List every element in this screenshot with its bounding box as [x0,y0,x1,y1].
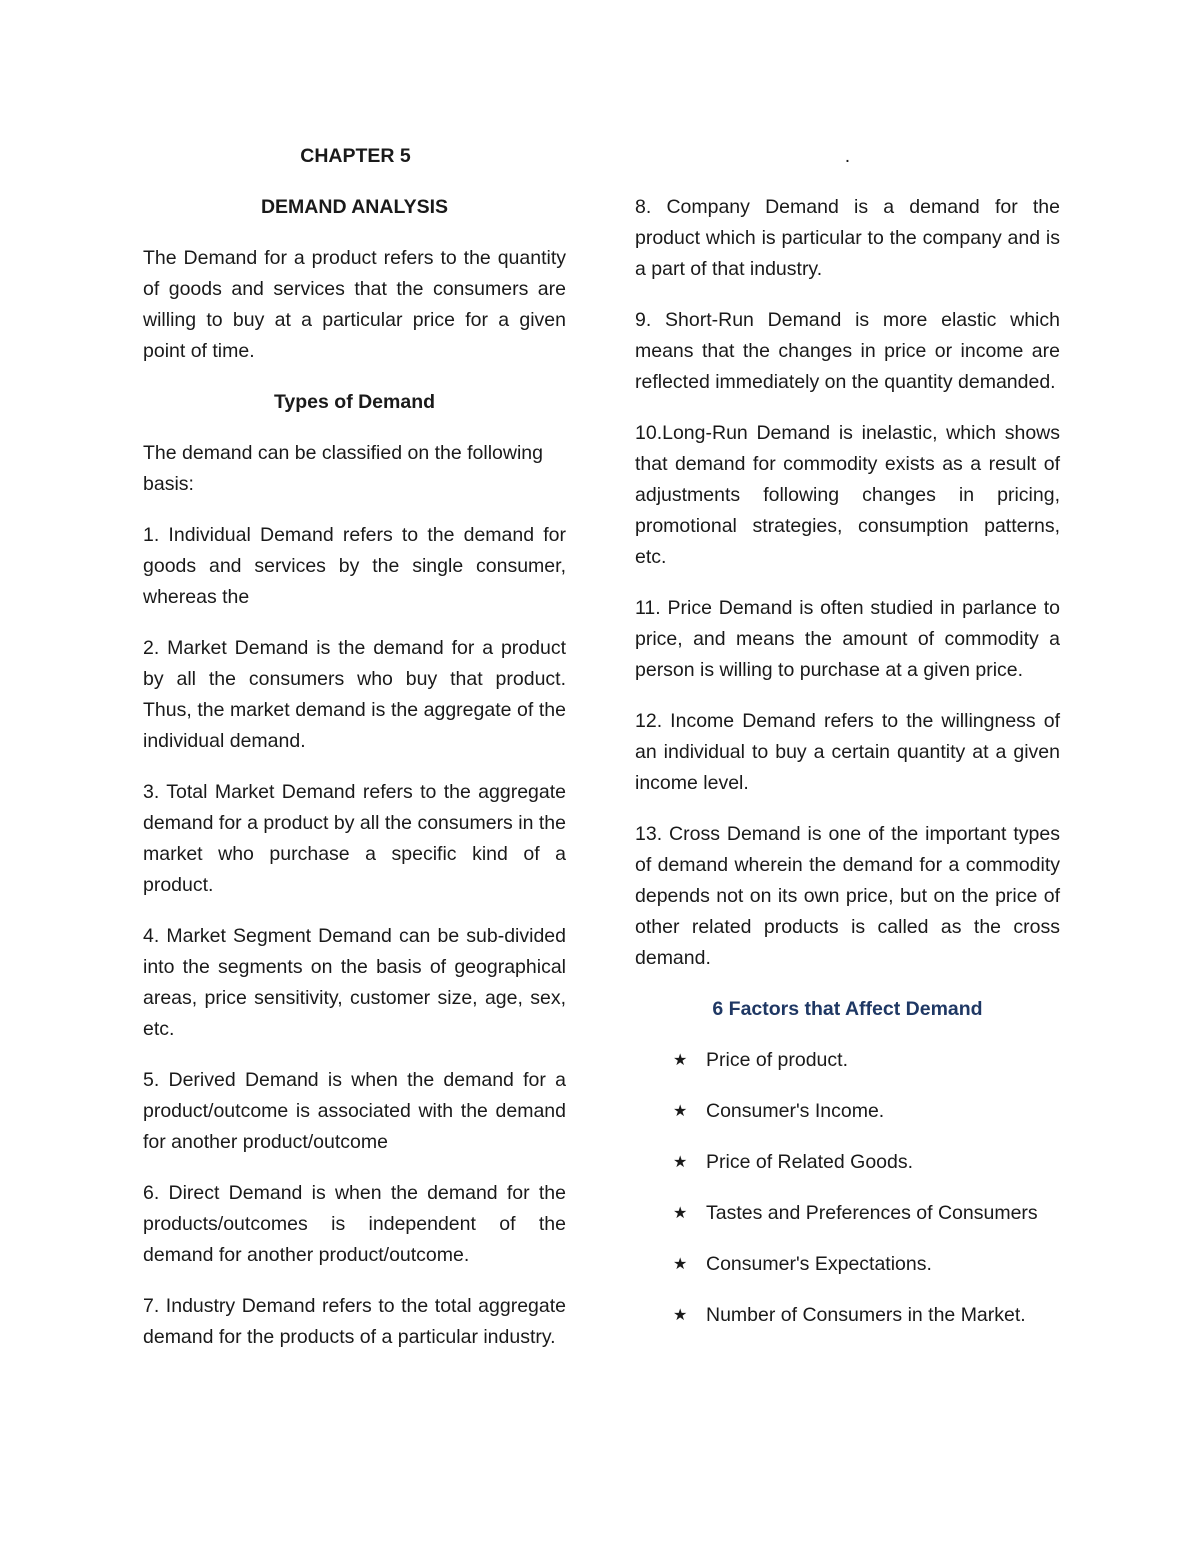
factor-label: Tastes and Preferences of Consumers [706,1202,1038,1224]
types-intro: The demand can be classified on the following basis: [143,442,543,495]
demand-item-1: 1. Individual Demand refers to the demand for goods and services by the single consumer, whereas the [143,524,566,608]
factor-item [635,1096,1060,1127]
star-icon: ★ [673,1052,688,1069]
factor-item [635,1198,1060,1229]
intro-paragraph: The Demand for a product refers to the quantity of goods and services that the consumers are willing to buy at a particular price for a given point of time. [143,247,566,362]
demand-item-13: 13. Cross Demand is one of the important types of demand wherein the demand for a commodity depends not on its own price, but on the price of other related products is called as the cross demand. [635,823,1060,969]
demand-item-10: 10.Long-Run Demand is inelastic, which shows that demand for commodity exists as a result of adjustments following changes in pricing, promotional strategies, consumption patterns, etc. [635,422,1060,568]
right-column [635,141,1060,1351]
demand-item-11: 11. Price Demand is often studied in parlance to price, and means the amount of commodity a person is willing to purchase at a given price. [635,597,1060,681]
factor-label: Number of Consumers in the Market. [706,1304,1026,1326]
factor-label: Price of product. [706,1049,848,1071]
factors-heading: 6 Factors that Affect Demand [712,998,983,1020]
types-heading: Types of Demand [273,391,436,413]
demand-item-5: 5. Derived Demand is when the demand for a product/outcome is associated with the demand for another product/outcome [143,1069,566,1153]
factor-label: Price of Related Goods. [706,1151,914,1173]
star-icon: ★ [673,1103,688,1120]
left-column [143,141,566,1373]
star-icon: ★ [673,1154,688,1171]
demand-item-4: 4. Market Segment Demand can be sub-divided into the segments on the basis of geographical areas, price sensitivity, customer size, age, sex, etc. [143,925,566,1040]
demand-item-2: 2. Market Demand is the demand for a product by all the consumers who buy that product. Thus, the market demand is the aggregate of the individual demand. [143,637,566,752]
demand-item-6: 6. Direct Demand is when the demand for the products/outcomes is independent of the demand for another product/outcome. [143,1182,566,1266]
demand-item-3: 3. Total Market Demand refers to the aggregate demand for a product by all the consumers in the market who purchase a specific kind of a product. [143,781,566,896]
factor-label: Consumer's Income. [706,1100,885,1122]
star-icon: ★ [673,1307,688,1324]
factor-item [635,1300,1060,1331]
factors-list [635,1045,1060,1331]
chapter-title: CHAPTER 5 [300,145,411,167]
star-icon: ★ [673,1205,688,1222]
star-icon: ★ [673,1256,688,1273]
demand-item-9: 9. Short-Run Demand is more elastic which means that the changes in price or income are reflected immediately on the quantity demanded. [635,309,1060,393]
demand-item-7: 7. Industry Demand refers to the total aggregate demand for the products of a particular industry. [143,1295,566,1348]
factor-item [635,1249,1060,1280]
factor-label: Consumer's Expectations. [706,1253,932,1275]
page-title: DEMAND ANALYSIS [260,196,449,218]
factor-item [635,1045,1060,1076]
factor-item [635,1147,1060,1178]
column-dot: . [844,145,851,167]
demand-item-8: 8. Company Demand is a demand for the product which is particular to the company and is a part of that industry. [635,196,1060,280]
demand-item-12: 12. Income Demand refers to the willingness of an individual to buy a certain quantity at a given income level. [635,710,1060,794]
